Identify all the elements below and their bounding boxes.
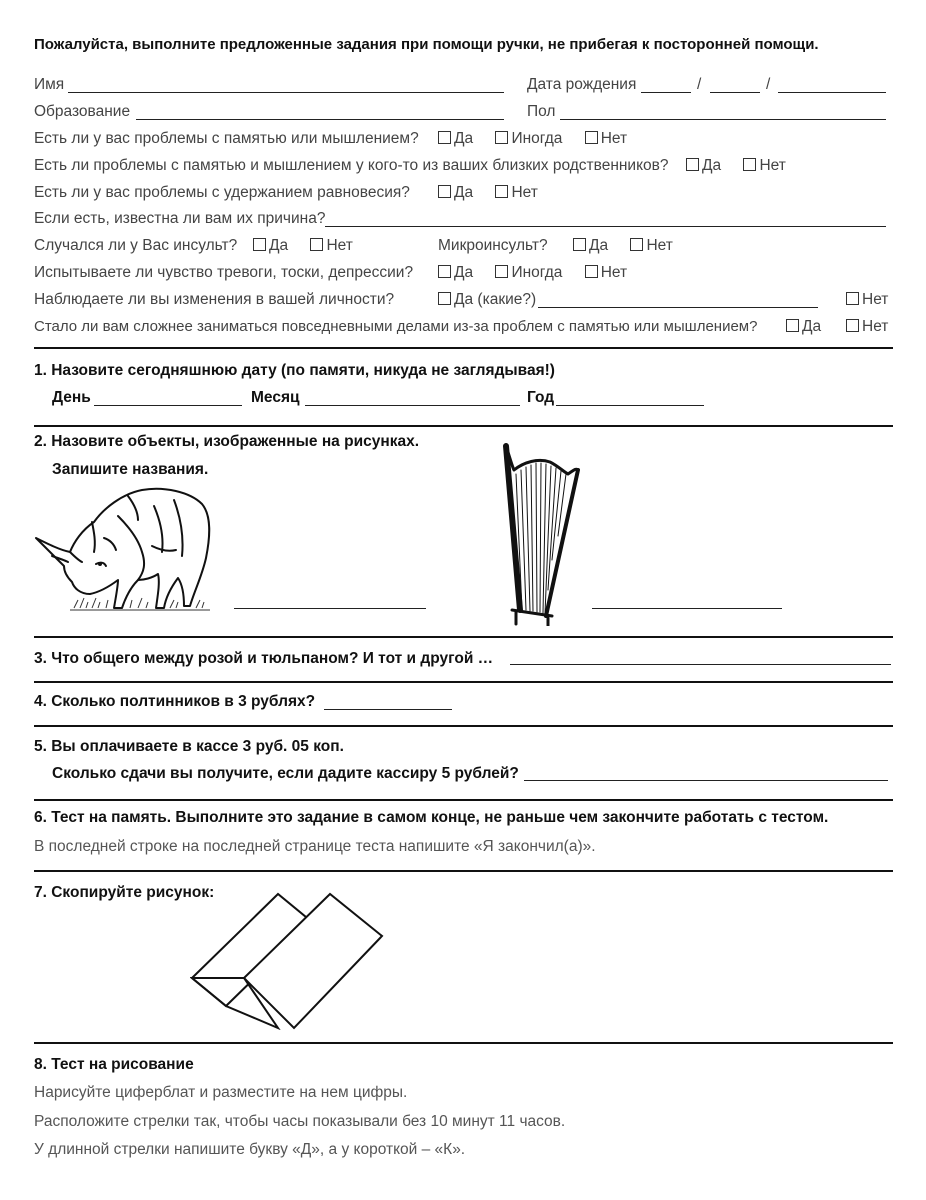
q4-title: 4. Сколько полтинников в 3 рублях? bbox=[34, 693, 316, 710]
daily-no-label: Нет bbox=[862, 318, 889, 335]
daily-yes-option bbox=[786, 318, 821, 336]
q5-subtitle: Сколько сдачи вы получите, если дадите кассиру 5 рублей? bbox=[52, 765, 519, 782]
intro-text: Пожалуйста, выполните предложенные задания при помощи ручки, не прибегая к посторонней помощи. bbox=[34, 36, 819, 53]
birth-date-label: Дата рождения bbox=[527, 76, 637, 93]
q8-line-3: У длинной стрелки напишите букву «Д», а у короткой – «К». bbox=[34, 1141, 466, 1158]
sex-label: Пол bbox=[527, 103, 556, 120]
education-field[interactable] bbox=[136, 119, 504, 120]
q1-year-label: Год bbox=[527, 389, 555, 406]
q2-answer-2-field[interactable] bbox=[592, 608, 782, 609]
section-divider-3 bbox=[34, 636, 893, 638]
q-stroke-options bbox=[253, 237, 371, 255]
microstroke-yes-checkbox[interactable] bbox=[573, 238, 586, 251]
q4-answer-field[interactable] bbox=[324, 709, 452, 710]
personality-yes-option bbox=[438, 291, 536, 309]
q3-title: 3. Что общего между розой и тюльпаном? И тот и другой … bbox=[34, 650, 494, 667]
q1-year-field[interactable] bbox=[556, 405, 704, 406]
q2-title: 2. Назовите объекты, изображенные на рисунках. bbox=[34, 433, 420, 450]
q1-month-field[interactable] bbox=[305, 405, 520, 406]
q-anxiety-options bbox=[438, 264, 645, 282]
personality-yes-label: Да (какие?) bbox=[454, 291, 537, 308]
memory-no-checkbox[interactable] bbox=[585, 131, 598, 144]
q5-title: 5. Вы оплачиваете в кассе 3 руб. 05 коп. bbox=[34, 738, 344, 755]
relatives-no-checkbox[interactable] bbox=[743, 158, 756, 171]
relatives-yes-label: Да bbox=[702, 157, 722, 174]
q2-subtitle: Запишите названия. bbox=[52, 461, 209, 478]
memory-yes-label: Да bbox=[454, 130, 474, 147]
education-label: Образование bbox=[34, 103, 131, 120]
section-divider-4 bbox=[34, 681, 893, 683]
q-memory-label: Есть ли у вас проблемы с памятью или мышлением? bbox=[34, 130, 419, 147]
q-stroke-label: Случался ли у Вас инсульт? bbox=[34, 237, 238, 254]
q6-title: 6. Тест на память. Выполните это задание в самом конце, не раньше чем закончите работать с тестом. bbox=[34, 809, 829, 826]
personality-which-field[interactable] bbox=[538, 307, 818, 308]
daily-yes-label: Да bbox=[802, 318, 822, 335]
q8-line-2: Расположите стрелки так, чтобы часы показывали без 10 минут 11 часов. bbox=[34, 1113, 566, 1130]
sex-field[interactable] bbox=[560, 119, 886, 120]
memory-no-label: Нет bbox=[600, 130, 628, 147]
balance-no-checkbox[interactable] bbox=[495, 185, 508, 198]
microstroke-yes-label: Да bbox=[589, 237, 609, 254]
q-balance-options bbox=[438, 184, 556, 202]
memory-yes-checkbox[interactable] bbox=[438, 131, 451, 144]
section-divider-8 bbox=[34, 1042, 893, 1044]
stroke-yes-label: Да bbox=[269, 237, 289, 254]
q7-title: 7. Скопируйте рисунок: bbox=[34, 884, 215, 901]
q8-title: 8. Тест на рисование bbox=[34, 1056, 194, 1073]
q-relatives-label: Есть ли проблемы с памятью и мышлением у кого-то из ваших близких родственников? bbox=[34, 157, 669, 174]
q1-day-label: День bbox=[52, 389, 91, 406]
birth-day-field[interactable] bbox=[641, 92, 691, 93]
balance-no-label: Нет bbox=[511, 184, 538, 201]
harp-image bbox=[498, 440, 582, 626]
daily-no-option bbox=[846, 318, 888, 336]
q-microstroke-options bbox=[573, 237, 691, 255]
balance-yes-checkbox[interactable] bbox=[438, 185, 451, 198]
overlapping-rectangles-figure bbox=[190, 892, 386, 1030]
q-microstroke-label: Микроинсульт? bbox=[438, 237, 548, 254]
personality-yes-checkbox[interactable] bbox=[438, 292, 451, 305]
section-divider-7 bbox=[34, 870, 893, 872]
stroke-no-checkbox[interactable] bbox=[310, 238, 323, 251]
q2-answer-1-field[interactable] bbox=[234, 608, 426, 609]
section-divider-2 bbox=[34, 425, 893, 427]
section-divider-6 bbox=[34, 799, 893, 801]
personality-no-option bbox=[846, 291, 888, 309]
q-cause-label: Если есть, известна ли вам их причина? bbox=[34, 210, 326, 227]
birth-slash-2: / bbox=[766, 76, 771, 93]
anxiety-no-label: Нет bbox=[600, 264, 628, 281]
section-divider-1 bbox=[34, 347, 893, 349]
q-balance-label: Есть ли у вас проблемы с удержанием равновесия? bbox=[34, 184, 410, 201]
rhinoceros-image bbox=[34, 486, 214, 618]
daily-yes-checkbox[interactable] bbox=[786, 319, 799, 332]
q-personality-label: Наблюдаете ли вы изменения в вашей личности? bbox=[34, 291, 395, 308]
anxiety-yes-checkbox[interactable] bbox=[438, 265, 451, 278]
q-daily-label: Стало ли вам сложнее заниматься повседневными делами из-за проблем с памятью или мышлением? bbox=[34, 318, 758, 335]
anxiety-yes-label: Да bbox=[454, 264, 474, 281]
section-divider-5 bbox=[34, 725, 893, 727]
name-label: Имя bbox=[34, 76, 65, 93]
relatives-no-label: Нет bbox=[759, 157, 786, 174]
q-memory-options bbox=[438, 130, 645, 148]
cause-field[interactable] bbox=[325, 226, 886, 227]
birth-slash-1: / bbox=[697, 76, 702, 93]
microstroke-no-label: Нет bbox=[646, 237, 673, 254]
anxiety-sometimes-checkbox[interactable] bbox=[495, 265, 508, 278]
microstroke-no-checkbox[interactable] bbox=[630, 238, 643, 251]
birth-year-field[interactable] bbox=[778, 92, 886, 93]
anxiety-sometimes-label: Иногда bbox=[511, 264, 563, 281]
q1-month-label: Месяц bbox=[251, 389, 300, 406]
stroke-yes-checkbox[interactable] bbox=[253, 238, 266, 251]
anxiety-no-checkbox[interactable] bbox=[585, 265, 598, 278]
q-relatives-options bbox=[686, 157, 804, 175]
q1-day-field[interactable] bbox=[94, 405, 242, 406]
stroke-no-label: Нет bbox=[326, 237, 353, 254]
q-anxiety-label: Испытываете ли чувство тревоги, тоски, депрессии? bbox=[34, 264, 414, 281]
daily-no-checkbox[interactable] bbox=[846, 319, 859, 332]
q1-title: 1. Назовите сегодняшнюю дату (по памяти, никуда не заглядывая!) bbox=[34, 362, 555, 379]
personality-no-checkbox[interactable] bbox=[846, 292, 859, 305]
q3-answer-field[interactable] bbox=[510, 664, 891, 665]
memory-sometimes-checkbox[interactable] bbox=[495, 131, 508, 144]
name-field[interactable] bbox=[68, 92, 504, 93]
q8-line-1: Нарисуйте циферблат и разместите на нем цифры. bbox=[34, 1084, 408, 1101]
personality-no-label: Нет bbox=[862, 291, 889, 308]
balance-yes-label: Да bbox=[454, 184, 474, 201]
birth-month-field[interactable] bbox=[710, 92, 760, 93]
q6-text: В последней строке на последней странице теста напишите «Я закончил(а)». bbox=[34, 838, 596, 855]
memory-sometimes-label: Иногда bbox=[511, 130, 563, 147]
q5-answer-field[interactable] bbox=[524, 780, 888, 781]
relatives-yes-checkbox[interactable] bbox=[686, 158, 699, 171]
